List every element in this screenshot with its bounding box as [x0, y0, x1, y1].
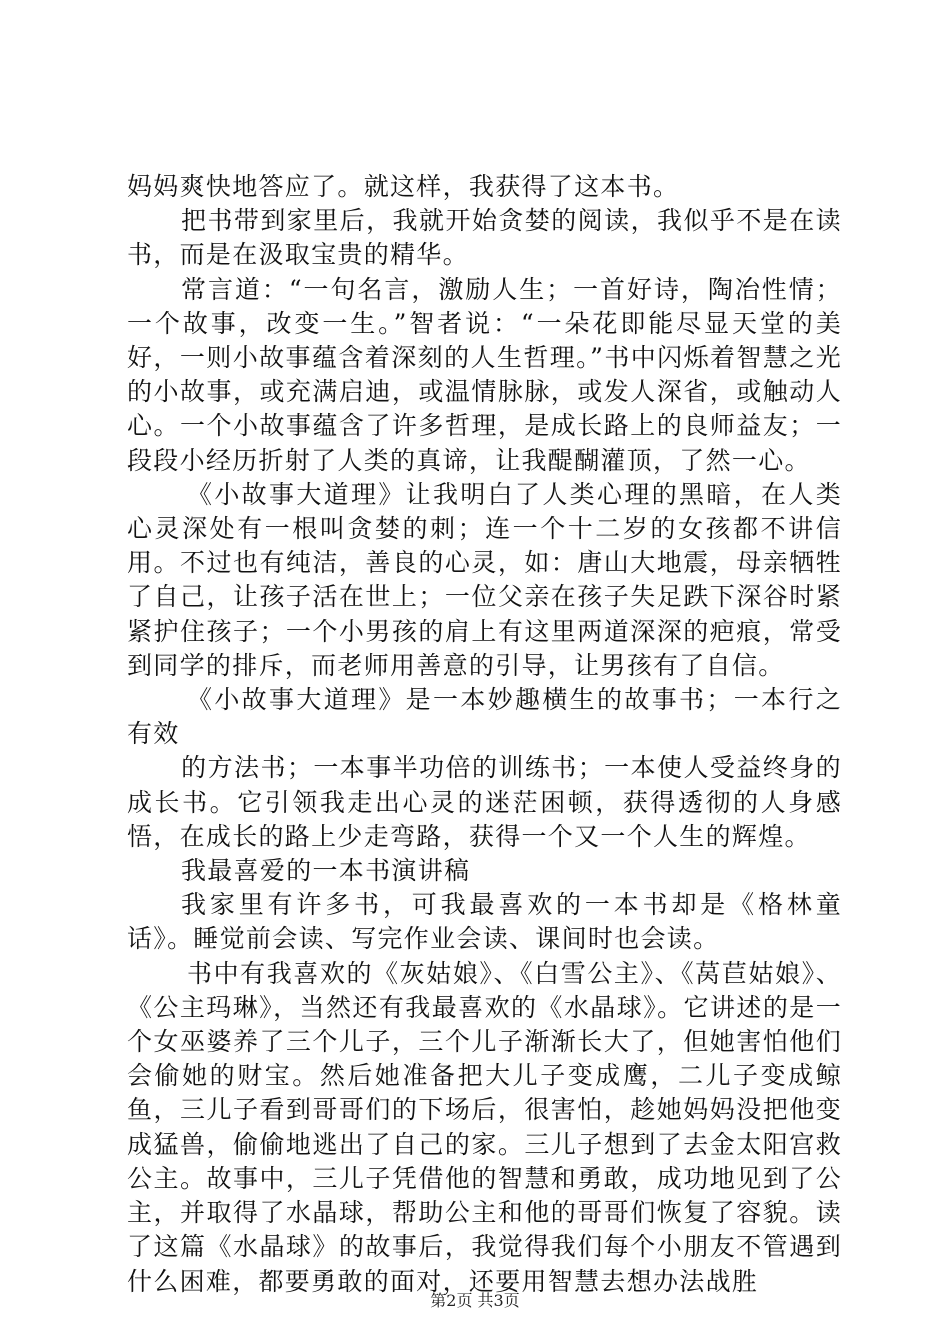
paragraph-2: 把书带到家里后，我就开始贪婪的阅读，我似乎不是在读书，而是在汲取宝贵的精华。	[127, 206, 842, 270]
paragraph-8: 书中有我喜欢的《灰姑娘》、《白雪公主》、《莴苣姑娘》、《公主玛琳》，当然还有我最喜欢的《水晶球》。它讲述的是一个女巫婆养了三个儿子，三个儿子渐渐长大了，但她害怕他们会偷她的财宝。然后她准备把大儿子变成鹰，二儿子变成鲸鱼，三儿子看到哥哥们的下场后，很害怕，趁她妈妈没把他变成猛兽，偷偷地逃出了自己的家。三儿子想到了去金太阳宫救公主。故事中，三儿子凭借他的智慧和勇敢，成功地见到了公主，并取得了水晶球，帮助公主和他的哥哥们恢复了容貌。读了这篇《水晶球》的故事后，我觉得我们每个小朋友不管遇到什么困难，都要勇敢的面对，还要用智慧去想办法战胜	[127, 958, 842, 1296]
paragraph-5: 《小故事大道理》是一本妙趣横生的故事书；一本行之有效	[127, 685, 842, 749]
paragraph-6	[127, 751, 842, 854]
paragraph-1: 妈妈爽快地答应了。就这样，我获得了这本书。	[127, 172, 680, 201]
page-footer: 第2页 共3页	[430, 1291, 520, 1310]
speech-title: 我最喜爱的一本书演讲稿	[181, 856, 471, 886]
document-body	[127, 170, 842, 1299]
paragraph-3: 常言道：“一句名言，激励人生；一首好诗，陶冶性情；一个故事，改变一生。”智者说：“一朵花即能尽显天堂的美好，一则小故事蕴含着深刻的人生哲理。”书中闪烁着智慧之光的小故事，或充满启迪，或温情脉脉，或发人深省，或触动人心。一个小故事蕴含了许多哲理，是成长路上的良师益友；一段段小经历折射了人类的真谛，让我醍醐灌顶，了然一心。	[127, 274, 842, 475]
paragraph-6-text: 的方法书；一本事半功倍的训练书；一本使人受益终身的成长书。它引领我走出心灵的迷茫困顿，获得透彻的人身感悟，在成长的路上少走弯路，获得一个又一个人生的辉煌。	[127, 753, 842, 851]
paragraph-7: 我家里有许多书，可我最喜欢的一本书却是《格林童话》。睡觉前会读、写完作业会读、课间时也会读。	[127, 890, 842, 954]
paragraph-4: 《小故事大道理》让我明白了人类心理的黑暗，在人类心灵深处有一根叫贪婪的刺；连一个十二岁的女孩都不讲信用。不过也有纯洁，善良的心灵，如：唐山大地震，母亲牺牲了自己，让孩子活在世上；一位父亲在孩子失足跌下深谷时紧紧护住孩子；一个小男孩的肩上有这里两道深深的疤痕，常受到同学的排斥，而老师用善意的引导，让男孩有了自信。	[127, 479, 842, 680]
